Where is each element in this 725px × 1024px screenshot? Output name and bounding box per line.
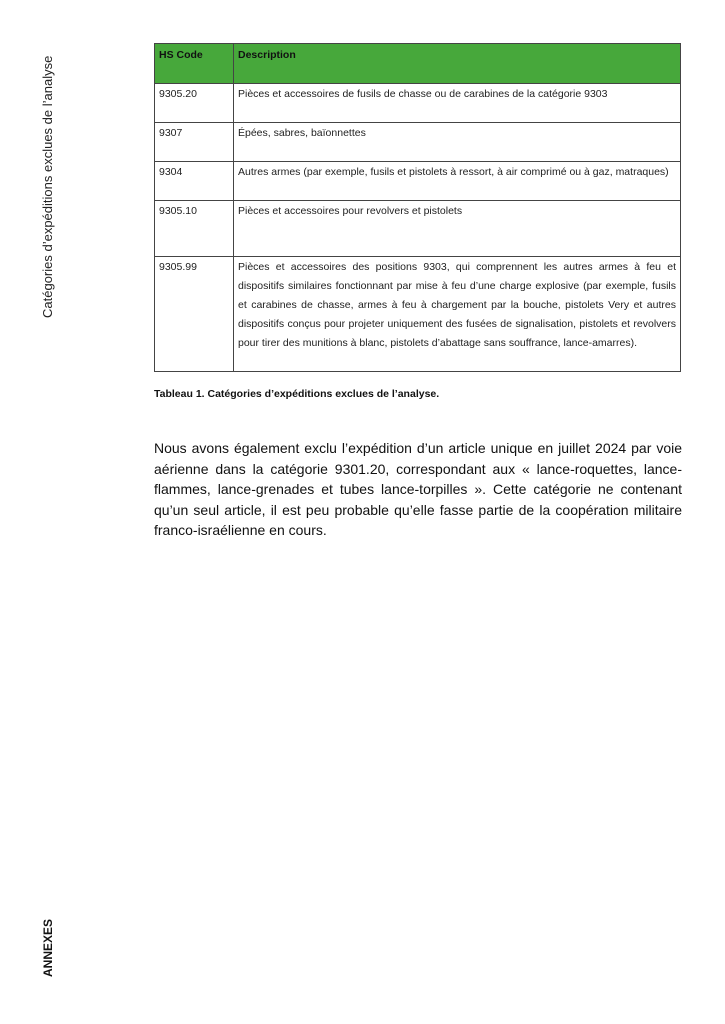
hs-code-cell: 9305.20 bbox=[155, 84, 234, 123]
body-paragraph: Nous avons également exclu l’expédition d’un article unique en juillet 2024 par voie aérienne dans la catégorie 9301.20, correspondant aux « lance-roquettes, lance-flammes, lance-grenades et tubes lance-torpilles ». Cette catégorie ne contenant qu’un seul article, il est peu probable qu’elle fasse partie de la coopération militaire franco-israélienne en cours. bbox=[154, 440, 682, 538]
description-cell: Épées, sabres, baïonnettes bbox=[234, 123, 681, 162]
description-cell: Pièces et accessoires pour revolvers et pistolets bbox=[234, 201, 681, 257]
table-row bbox=[155, 162, 681, 201]
description-header: Description bbox=[234, 44, 681, 84]
table-row bbox=[155, 257, 681, 372]
hs-code-cell: 9307 bbox=[155, 123, 234, 162]
table-row bbox=[155, 84, 681, 123]
hs-code-header: HS Code bbox=[155, 44, 234, 84]
hs-code-cell: 9305.10 bbox=[155, 201, 234, 257]
description-cell: Pièces et accessoires des positions 9303, qui comprennent les autres armes à feu et dispositifs similaires fonctionnant par mise à feu d’une charge explosive (par exemple, fusils et carabines de chasse, armes à feu à chargement par la bouche, pistolets Very et autres dispositifs conçus pour projeter uniquement des fusées de signalisation, pistolets et revolvers pour tirer des munitions à blanc, pistolets d’abattage sans souffrance, lance-amarres). bbox=[234, 257, 681, 372]
description-cell: Autres armes (par exemple, fusils et pistolets à ressort, à air comprimé ou à gaz, matraques) bbox=[234, 162, 681, 201]
table-row bbox=[155, 123, 681, 162]
hs-code-cell: 9304 bbox=[155, 162, 234, 201]
annexes-label: ANNEXES bbox=[41, 918, 55, 977]
running-section-title: Catégories d’expéditions exclues de l’analyse bbox=[40, 55, 55, 318]
table-caption: Tableau 1. Catégories d’expéditions exclues de l’analyse. bbox=[154, 388, 440, 400]
table-header-row bbox=[155, 44, 681, 84]
hs-code-cell: 9305.99 bbox=[155, 257, 234, 372]
description-cell: Pièces et accessoires de fusils de chasse ou de carabines de la catégorie 9303 bbox=[234, 84, 681, 123]
excluded-categories-table bbox=[154, 43, 681, 372]
table-row bbox=[155, 201, 681, 257]
